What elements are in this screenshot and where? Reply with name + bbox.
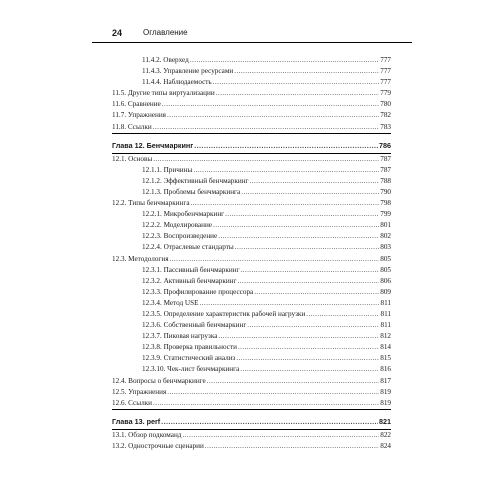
toc-entry-page: 790: [380, 187, 391, 196]
dot-leader: [193, 165, 379, 176]
toc-entry-page: 787: [380, 165, 391, 174]
dot-leader: [194, 138, 378, 153]
toc-entry-page: 788: [380, 176, 391, 185]
toc-entry[interactable]: [112, 198, 391, 209]
toc-entry[interactable]: [112, 88, 391, 99]
dot-leader: [218, 331, 379, 342]
toc-entry[interactable]: [112, 265, 391, 276]
toc-entry-page: 798: [380, 199, 391, 208]
toc-entry-page: 777: [380, 67, 391, 76]
dot-leader: [235, 242, 380, 253]
dot-leader: [213, 77, 380, 88]
toc-entry-title: 13.1. Обзор подкоманд: [112, 430, 182, 439]
toc-entry[interactable]: [112, 320, 391, 331]
toc-entry-title: 11.7. Упражнения: [112, 111, 166, 120]
toc-entry-page: 786: [379, 140, 391, 150]
dot-leader: [190, 55, 379, 66]
toc-entry-title: 12.3.5. Определение характеристик рабочей нагрузки: [142, 309, 306, 318]
toc-entry-page: 805: [380, 254, 391, 263]
toc-entry-page: 819: [380, 387, 391, 396]
toc-chapter-entry[interactable]: [112, 414, 391, 429]
dot-leader: [207, 376, 380, 387]
toc-entry-page: 779: [380, 89, 391, 98]
toc-entry-title: 12.3.9. Статистический анализ: [142, 354, 236, 363]
toc-entry-page: 777: [380, 78, 391, 87]
toc-entry-title: 12.1. Основы: [112, 154, 153, 163]
toc-entry[interactable]: [112, 342, 391, 353]
dot-leader: [200, 298, 380, 309]
toc-entry-page: 824: [380, 441, 391, 450]
dot-leader: [237, 276, 379, 287]
toc-entry[interactable]: [112, 55, 391, 66]
dot-leader: [213, 220, 379, 231]
toc-entry-page: 821: [379, 416, 391, 426]
toc-entry[interactable]: [112, 154, 391, 165]
toc-entry[interactable]: [112, 331, 391, 342]
dot-leader: [247, 320, 379, 331]
toc-entry-title: 12.6. Ссылки: [112, 398, 152, 407]
toc-entry-page: 814: [380, 343, 391, 352]
toc-entry[interactable]: [112, 398, 391, 409]
toc-entry-title: 12.3.2. Активный бенчмаркинг: [142, 276, 237, 285]
toc-entry[interactable]: [112, 254, 391, 265]
toc-entry-page: 780: [380, 100, 391, 109]
dot-leader: [218, 231, 379, 242]
running-title: Оглавление: [143, 28, 188, 37]
toc-entry-title: 11.4.3. Управление ресурсами: [142, 67, 234, 76]
toc-entry[interactable]: [112, 309, 391, 320]
dot-leader: [182, 430, 379, 441]
toc-entry-page: 817: [380, 376, 391, 385]
toc-entry[interactable]: [112, 441, 391, 452]
dot-leader: [167, 387, 379, 398]
dot-leader: [167, 110, 379, 121]
toc-entry-title: Глава 13. perf: [112, 416, 161, 426]
chapter-rule: [112, 133, 391, 134]
table-of-contents: [112, 55, 391, 452]
toc-entry-title: 12.3.3. Профилирование процессора: [142, 287, 254, 296]
toc-entry-title: 12.2. Типы бенчмаркинга: [112, 199, 190, 208]
dot-leader: [162, 99, 379, 110]
dot-leader: [205, 441, 379, 452]
toc-entry-page: 806: [380, 276, 391, 285]
toc-entry[interactable]: [112, 353, 391, 364]
toc-entry-title: 11.8. Ссылки: [112, 122, 152, 131]
toc-entry-page: 787: [380, 154, 391, 163]
dot-leader: [161, 414, 378, 429]
toc-entry[interactable]: [112, 276, 391, 287]
toc-entry-page: 811: [380, 309, 391, 318]
dot-leader: [225, 209, 379, 220]
toc-entry-title: 12.5. Упражнения: [112, 387, 167, 396]
dot-leader: [236, 353, 379, 364]
toc-entry-title: 12.2.4. Отраслевые стандарты: [142, 243, 234, 252]
toc-entry-page: 809: [380, 287, 391, 296]
toc-entry[interactable]: [112, 220, 391, 231]
toc-entry-title: 12.2.3. Воспроизведение: [142, 232, 218, 241]
toc-entry-title: 12.4. Вопросы о бенчмаркинге: [112, 376, 206, 385]
toc-entry-page: 812: [380, 332, 391, 341]
toc-entry-title: 12.3.4. Метод USE: [142, 298, 199, 307]
toc-entry[interactable]: [112, 165, 391, 176]
page-number: 24: [112, 28, 123, 38]
toc-entry-page: 799: [380, 210, 391, 219]
toc-entry[interactable]: [112, 187, 391, 198]
toc-entry-page: 801: [380, 221, 391, 230]
toc-entry[interactable]: [112, 66, 391, 77]
dot-leader: [153, 122, 379, 133]
toc-entry[interactable]: [112, 298, 391, 309]
toc-entry[interactable]: [112, 77, 391, 88]
toc-entry-title: 11.4.4. Наблюдаемость: [142, 78, 212, 87]
toc-chapter-entry[interactable]: [112, 138, 391, 153]
toc-entry-title: 12.1.2. Эффективный бенчмаркинг: [142, 176, 249, 185]
toc-entry-page: 802: [380, 232, 391, 241]
toc-entry-title: 13.2. Однострочные сценарии: [112, 441, 204, 450]
toc-entry-page: 782: [380, 111, 391, 120]
toc-entry-page: 822: [380, 430, 391, 439]
toc-entry-page: 803: [380, 243, 391, 252]
toc-entry-title: 12.2.1. Микробенчмаркинг: [142, 210, 225, 219]
toc-entry-title: 12.1.3. Проблемы бенчмаркинга: [142, 187, 241, 196]
toc-entry-title: 12.3.7. Пиковая нагрузка: [142, 332, 218, 341]
toc-entry-title: Глава 12. Бенчмаркинг: [112, 140, 194, 150]
dot-leader: [191, 198, 380, 209]
toc-entry[interactable]: [112, 176, 391, 187]
dot-leader: [170, 254, 380, 265]
toc-entry-title: 12.3.1. Пассивный бенчмаркинг: [142, 265, 240, 274]
dot-leader: [238, 342, 379, 353]
dot-leader: [306, 309, 379, 320]
dot-leader: [216, 88, 380, 99]
dot-leader: [240, 364, 379, 375]
toc-entry[interactable]: [112, 387, 391, 398]
toc-entry[interactable]: [112, 99, 391, 110]
toc-entry[interactable]: [112, 110, 391, 121]
dot-leader: [250, 176, 380, 187]
toc-entry[interactable]: [112, 242, 391, 253]
dot-leader: [241, 187, 379, 198]
toc-entry[interactable]: [112, 231, 391, 242]
toc-entry[interactable]: [112, 430, 391, 441]
toc-entry-page: 811: [380, 321, 391, 330]
toc-entry-title: 11.5. Другие типы виртуализации: [112, 89, 215, 98]
dot-leader: [241, 265, 380, 276]
toc-entry[interactable]: [112, 122, 391, 133]
toc-entry-page: 783: [380, 122, 391, 131]
toc-entry[interactable]: [112, 209, 391, 220]
toc-entry-title: 12.3.10. Чек-лист бенчмаркинга: [142, 365, 240, 374]
toc-entry-title: 12.3.8. Проверка правильности: [142, 343, 237, 352]
toc-entry-page: 815: [380, 354, 391, 363]
toc-entry-title: 11.4.2. Оверхед: [142, 56, 189, 64]
dot-leader: [153, 154, 379, 165]
toc-entry[interactable]: [112, 287, 391, 298]
dot-leader: [254, 287, 379, 298]
chapter-rule: [112, 409, 391, 410]
toc-entry-title: 12.3. Методология: [112, 254, 169, 263]
toc-entry-page: 819: [380, 398, 391, 407]
toc-entry-title: 12.3.6. Собственный бенчмаркинг: [142, 321, 247, 330]
toc-entry[interactable]: [112, 364, 391, 375]
toc-entry-page: 805: [380, 265, 391, 274]
toc-entry[interactable]: [112, 376, 391, 387]
toc-entry-title: 12.1.1. Причины: [142, 165, 193, 174]
dot-leader: [234, 66, 379, 77]
toc-entry-title: 12.2.2. Моделирование: [142, 221, 213, 230]
toc-entry-title: 11.6. Сравнение: [112, 100, 161, 109]
toc-entry-page: 816: [380, 365, 391, 374]
toc-entry-page: 811: [380, 298, 391, 307]
dot-leader: [153, 398, 379, 409]
page-header: [92, 24, 412, 43]
toc-entry-page: 777: [380, 56, 391, 64]
